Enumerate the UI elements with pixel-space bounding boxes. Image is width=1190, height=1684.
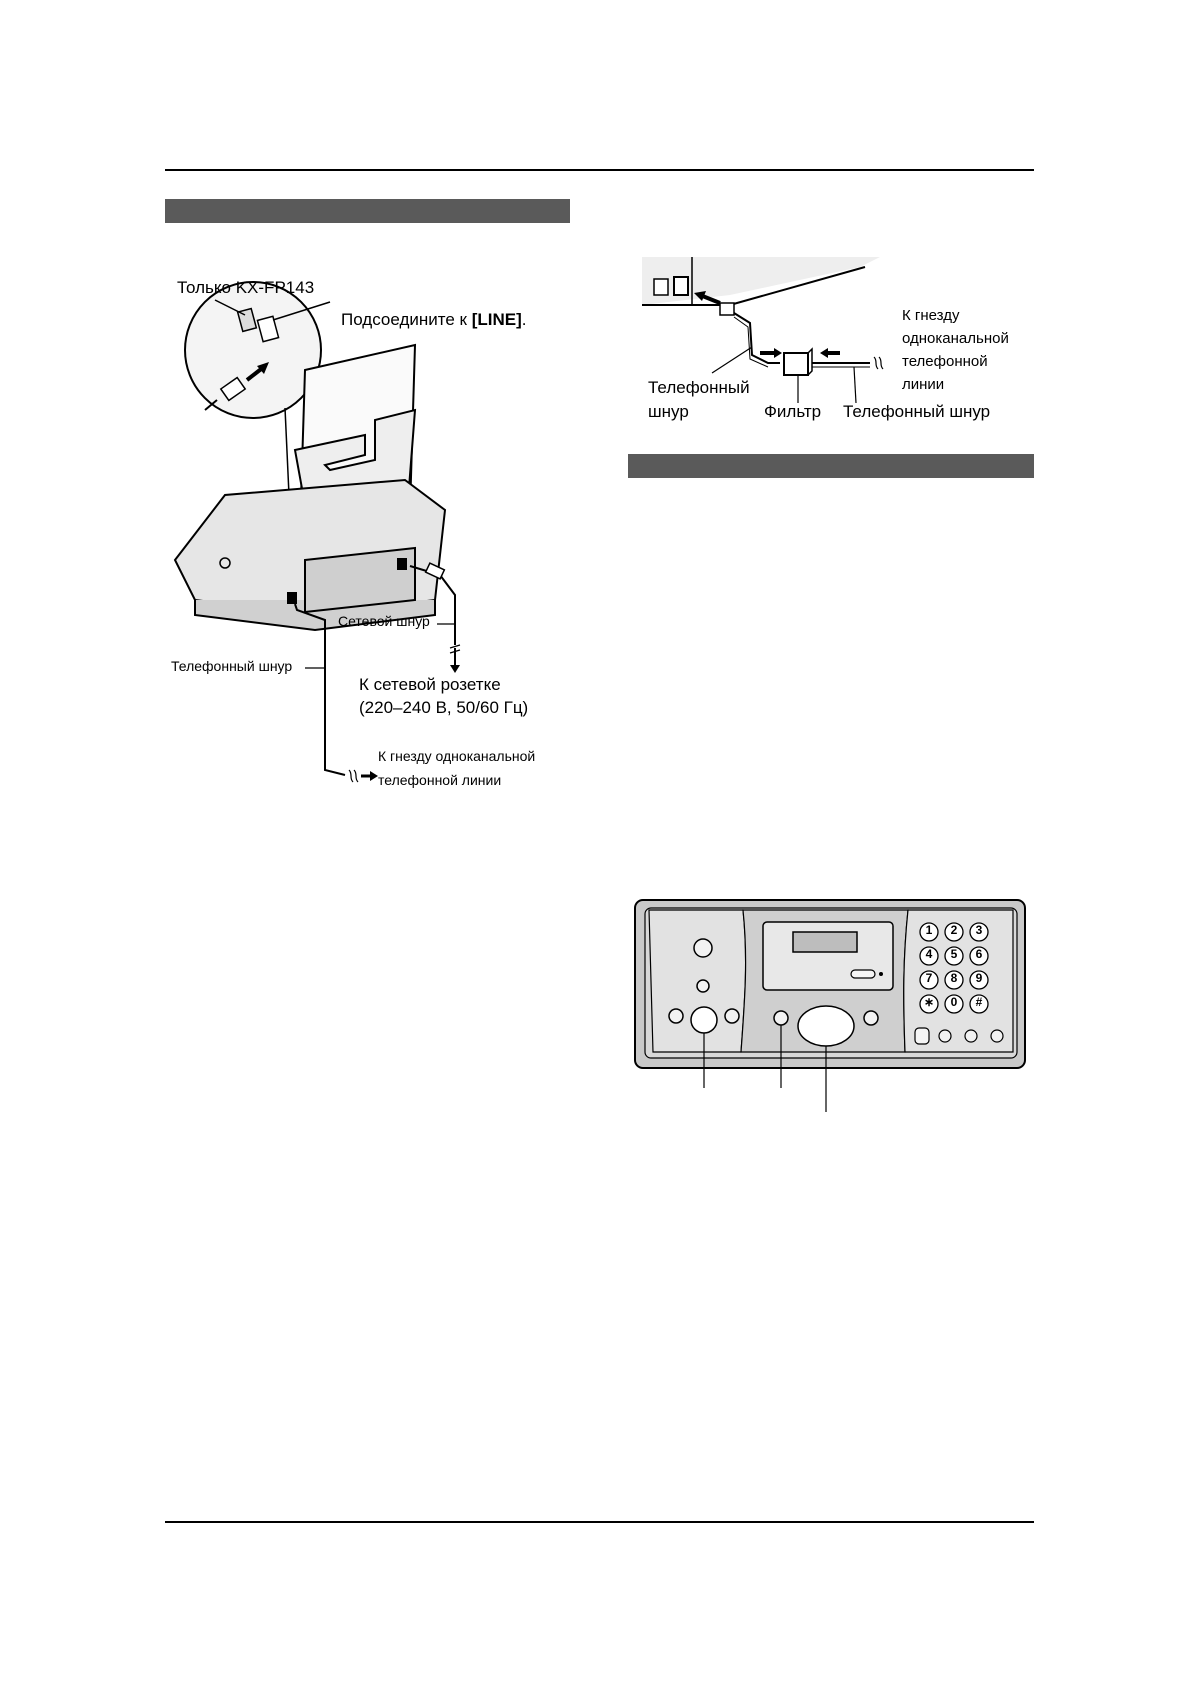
right-phone-cord-label-1: Телефонный bbox=[648, 378, 750, 397]
key-9[interactable]: 9 bbox=[975, 971, 983, 985]
power-cord-label: Сетевой шнур bbox=[338, 613, 430, 629]
outlet-label-2: (220–240 В, 50/60 Гц) bbox=[359, 698, 529, 717]
connect-line-label bbox=[341, 310, 526, 330]
right-jack-label-1: К гнезду bbox=[902, 307, 960, 324]
key-6[interactable]: 6 bbox=[975, 947, 983, 961]
header-rule bbox=[165, 169, 1034, 171]
section-bar-left bbox=[165, 199, 570, 223]
key-4[interactable]: 4 bbox=[925, 947, 933, 961]
key-2[interactable]: 2 bbox=[950, 923, 958, 937]
key-7[interactable]: 7 bbox=[925, 971, 933, 985]
key-0[interactable]: 0 bbox=[950, 995, 958, 1009]
phone-cord-label: Телефонный шнур bbox=[171, 658, 293, 674]
control-panel-figure bbox=[633, 898, 1027, 1120]
right-phone-cord-label: Телефонный шнур bbox=[843, 402, 991, 421]
jack-label-1: К гнезду одноканальной bbox=[378, 748, 536, 764]
fax-connection-figure bbox=[165, 270, 585, 810]
connect-prefix: Подсоедините к bbox=[341, 310, 472, 329]
line-key: [LINE] bbox=[471, 310, 522, 329]
right-jack-label-3: телефонной bbox=[902, 353, 988, 370]
right-jack-label-2: одноканальной bbox=[902, 330, 1009, 347]
outlet-label-1: К сетевой розетке bbox=[359, 675, 501, 694]
filter-label: Фильтр bbox=[764, 402, 822, 421]
fax-connection-drawing bbox=[165, 270, 585, 810]
only-model-label: Только KX-FP143 bbox=[177, 278, 315, 297]
connect-suffix: . bbox=[521, 310, 527, 329]
filter-connection-figure bbox=[640, 255, 1030, 425]
key-star[interactable]: ∗ bbox=[923, 995, 935, 1009]
key-5[interactable]: 5 bbox=[950, 947, 958, 961]
key-1[interactable]: 1 bbox=[925, 923, 933, 937]
section-bar-right bbox=[628, 454, 1034, 478]
keypad bbox=[920, 923, 990, 1013]
jack-label-2: телефонной линии bbox=[378, 772, 502, 788]
key-hash[interactable]: # bbox=[975, 995, 983, 1009]
footer-rule bbox=[165, 1521, 1034, 1523]
key-3[interactable]: 3 bbox=[975, 923, 983, 937]
right-phone-cord-label-2: шнур bbox=[648, 402, 689, 421]
right-jack-label-4: линии bbox=[902, 376, 945, 393]
key-8[interactable]: 8 bbox=[950, 971, 958, 985]
